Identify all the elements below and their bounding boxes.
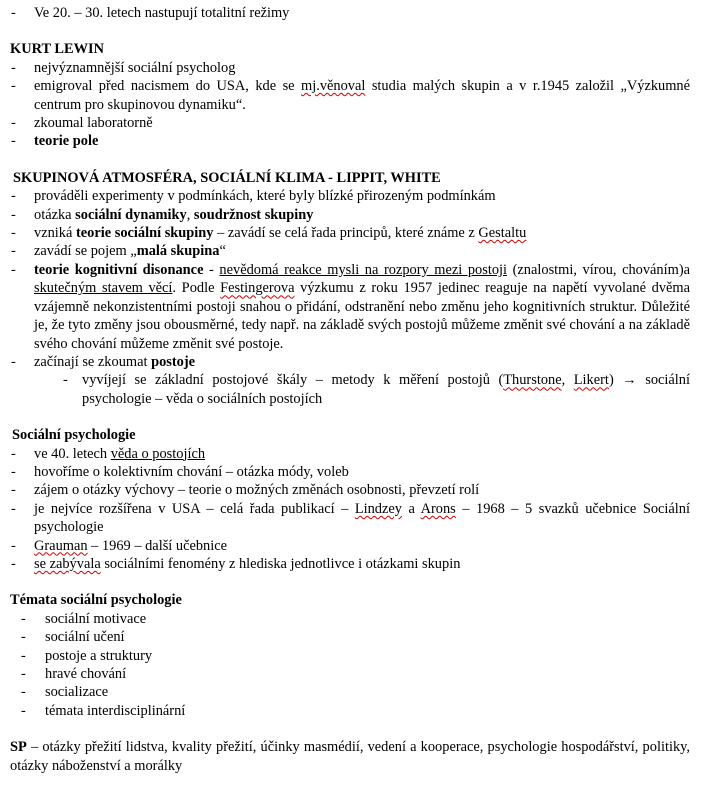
document-page [10,4,690,775]
item-text: je nejvíce rozšířena v USA – celá řada publikací – [34,500,355,517]
item-text-bold: postoje [151,353,196,370]
spellcheck-word: Lindzey [354,500,402,517]
heading-topics: Témata sociální psychologie [10,592,182,609]
sp-paragraph [10,738,690,775]
heading-atmosphere: SKUPINOVÁ ATMOSFÉRA, SOCIÁLNÍ KLIMA - LIPPIT, WHITE [13,169,441,186]
spacer [10,22,690,40]
item-text: výzkumu z roku 1957 jedinec reaguje na napětí vyvolané dvěma vzájemně nekonzistentními postoji snahou o přidání, odstranění nebo změnu jeho kognitivních struktur. Důležité je, že tyto změny jsou obousměrné, tedy např. na základě svých postojů můžeme změnit své chování a na základě svého chování můžeme změnit své postoje. [34,280,691,352]
spellcheck-word: Thurstone [503,372,562,389]
social-list [10,445,690,574]
list-item [21,647,690,665]
item-text: zavádí se pojem „ [34,243,137,260]
sp-text: – otázky přežití lidstva, kvality přežití, účinky masmédií, vedení a kooperace, psychologie hospodářství, politiky, otázky náboženství a morálky [10,739,690,774]
item-text: vyvíjejí se základní postojové škály – metody k měření postojů ( [82,372,504,389]
list-item [21,665,690,683]
lewin-item-text: emigroval před nacismem do USA, kde se [34,78,302,95]
list-item [10,242,690,260]
list-item [10,537,690,555]
spellcheck-word: mj.věnoval [301,78,366,95]
list-item [21,628,690,646]
item-text: – 1969 – další učebnice [87,537,228,554]
list-item [10,261,690,353]
item-text: , [561,372,574,389]
sp-label: SP [10,739,27,756]
lewin-item-text: studia malých skupin a v r.1945 založil „Výzkumné centrum pro skupinovou dynamiku“. [34,78,691,113]
item-text: ve 40. letech [34,445,111,462]
list-item [10,132,690,150]
item-text: sociálními fenomény z hlediska jednotlivce i otázkami skupin [100,555,461,572]
lewin-list [10,59,690,151]
spacer [10,720,690,738]
spellcheck-word: Festingerova [220,280,295,297]
intro-item-text: Ve 20. – 30. letech nastupují totalitní režimy [34,5,290,21]
list-item [21,683,690,701]
lewin-item-text: teorie pole [34,133,99,150]
item-text: , [186,206,194,223]
item-text: (znalostmi, vírou, chováním)a [507,261,691,278]
spacer [10,573,690,591]
spacer [10,151,690,169]
list-item [10,445,690,463]
list-item [10,481,690,499]
item-text: začínají se zkoumat [34,353,152,370]
list-item [10,77,690,114]
list-item [10,206,690,224]
topic-text: sociální učení [45,629,125,646]
spellcheck-word: Arons [420,500,456,517]
topic-text: socializace [45,684,109,701]
item-text: vzniká [34,225,76,242]
spacer [10,408,690,426]
spellcheck-word: Likert [573,372,609,389]
item-text-bold: teorie kognitivní disonance [34,261,204,278]
item-text: hovoříme o kolektivním chování – otázka módy, voleb [34,463,349,480]
lewin-item-text: zkoumal laboratorně [34,115,153,132]
item-text: otázka [34,206,76,223]
list-item [21,702,690,720]
sub-list [34,371,690,408]
item-text-bold: sociální dynamiky [75,206,187,223]
topic-text: sociální motivace [45,610,147,627]
item-text: a [401,500,421,517]
spellcheck-word: Grauman [34,537,88,554]
list-item [10,224,690,242]
item-text-bold: soudržnost skupiny [193,206,314,223]
item-text: prováděli experimenty v podmínkách, které byly blízké přirozeným podmínkám [34,188,496,205]
list-item [10,555,690,573]
spellcheck-word: Gestaltu [478,225,527,242]
item-text-underlined: nevědomá reakce mysli na rozpory mezi postoji [219,261,508,278]
topics-list [10,610,690,720]
intro-list [10,4,690,22]
atmosphere-list [10,187,690,408]
list-item [10,59,690,77]
item-text: – zavádí se celá řada principů, které známe z [213,225,479,242]
heading-kurt-lewin: KURT LEWIN [10,41,104,58]
heading-social-psychology: Sociální psychologie [12,427,136,444]
item-text: - [203,261,220,278]
sub-list-item [58,371,690,408]
item-text: “ [219,243,226,260]
list-item [21,610,690,628]
list-item [10,353,690,408]
topic-text: hravé chování [45,666,127,682]
list-item [10,187,690,205]
item-text: . Podle [172,280,221,297]
spellcheck-word: se zabývala [34,555,101,572]
list-item [10,4,690,22]
item-text-underlined: skutečným stavem věcí [34,280,173,297]
list-item [10,463,690,481]
list-item [10,500,690,537]
item-text-bold: teorie sociální skupiny [75,225,214,242]
item-text-bold: malá skupina [136,243,220,260]
item-text: – 1968 – 5 svazků učebnice Sociální psychologie [34,500,690,536]
list-item [10,114,690,132]
topic-text: témata interdisciplinární [45,702,186,719]
lewin-item-text: nejvýznamnější sociální psycholog [34,59,236,76]
item-text: zájem o otázky výchovy – teorie o možných změnách osobnosti, převzetí rolí [34,482,480,499]
item-text-underlined: věda o postojích [110,445,206,462]
item-text: ) → sociální psychologie – věda o sociálních postojích [82,372,690,407]
topic-text: postoje a struktury [45,647,153,664]
